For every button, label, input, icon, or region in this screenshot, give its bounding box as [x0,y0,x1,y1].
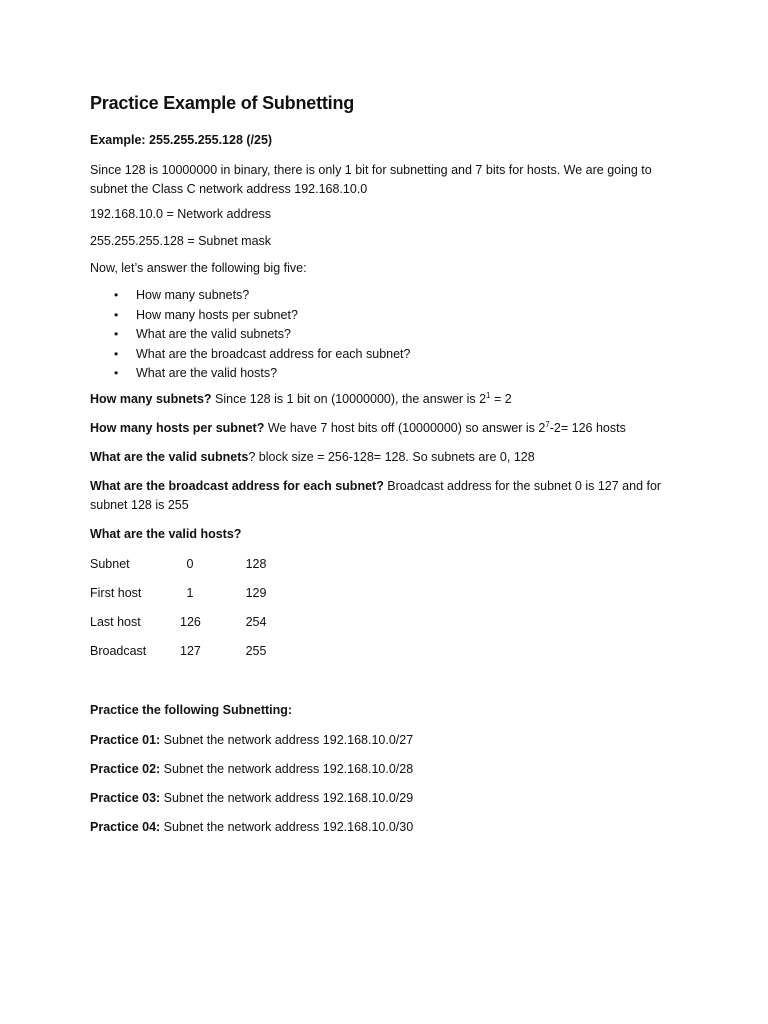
list-item: • How many hosts per subnet? [110,306,410,326]
table-row-label: Broadcast [90,644,147,658]
big-five-list [110,286,410,384]
bullet-icon: • [114,288,119,302]
valid-hosts-heading: What are the valid hosts? [90,527,242,541]
table-row-label: First host [90,586,142,600]
answer-hosts: How many hosts per subnet? We have 7 host bits off (10000000) so answer is $2^7-2= 126$ hosts [90,419,626,435]
list-item: • What are the broadcast address for each subnet? [110,345,410,365]
subnet-mask-line: 255.255.255.128 = Subnet mask [90,234,272,248]
intro-line-1: Since 128 is 10000000 in binary, there is only 1 bit for subnetting and 7 bits for hosts. We are going to [90,163,652,177]
bullet-icon: • [114,307,119,322]
table-cell: 128 [245,557,267,571]
practice-item: Practice 02: Subnet the network address 192.168.10.0/28 [90,762,414,776]
practice-item: Practice 03: Subnet the network address 192.168.10.0/29 [90,791,414,805]
table-cell: 254 [245,615,267,629]
table-row-label: Subnet [90,557,130,571]
list-item: • What are the valid hosts? [110,364,410,384]
answer-subnets: How many subnets? Since 128 is 1 bit on (10000000), the answer is $2^1 = 2$ [90,390,512,406]
practice-heading: Practice the following Subnetting: [90,703,293,717]
bullet-icon: • [114,366,119,380]
table-cell: 129 [245,586,267,600]
answer-broadcast-line-2: subnet 128 is 255 [90,498,189,512]
answer-broadcast: What are the broadcast address for each subnet? Broadcast address for the subnet 0 is 127 and for [90,479,662,493]
list-item: • How many subnets? [110,286,410,306]
table-cell: 127 [180,644,201,658]
table-cell: 1 [186,586,194,600]
table-cell: 126 [180,615,201,629]
list-item: • What are the valid subnets? [110,325,410,345]
bullet-icon: • [114,327,119,341]
table-cell: 0 [186,557,194,571]
intro-line-2: subnet the Class C network address 192.168.10.0 [90,182,368,196]
page-title: Practice Example of Subnetting [90,93,355,113]
network-address-line: 192.168.10.0 = Network address [90,207,272,221]
table-cell: 255 [245,644,267,658]
big-five-intro: Now, let’s answer the following big five: [90,261,307,275]
answer-valid-subnets: What are the valid subnets? block size = 256-128= 128. So subnets are 0, 128 [90,450,535,464]
example-label: Example: 255.255.255.128 (/25) [90,133,273,147]
bullet-icon: • [114,346,119,361]
table-row-label: Last host [90,615,141,629]
practice-item: Practice 04: Subnet the network address 192.168.10.0/30 [90,820,414,834]
practice-item: Practice 01: Subnet the network address 192.168.10.0/27 [90,733,414,747]
